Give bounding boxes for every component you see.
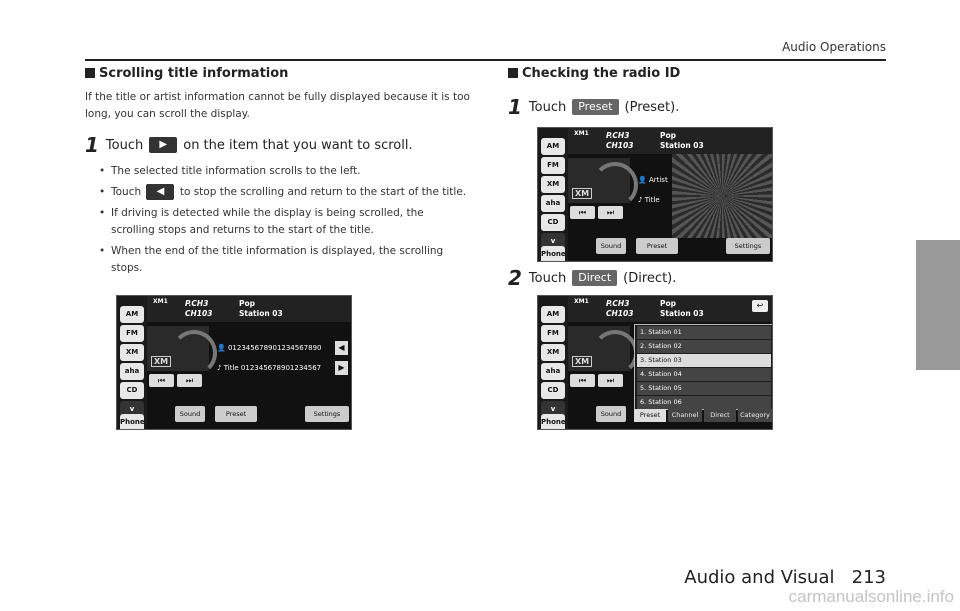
radial-background	[672, 154, 772, 238]
source-aha-button[interactable]: aha	[120, 363, 144, 380]
source-cd-button[interactable]: CD	[541, 214, 565, 231]
preset-button[interactable]: Preset	[636, 238, 678, 254]
square-bullet-icon	[85, 68, 95, 78]
preset-list	[634, 324, 773, 410]
list-item[interactable]: 6. Station 06	[637, 396, 771, 409]
settings-button[interactable]: Settings	[305, 406, 349, 422]
prev-button[interactable]: ⏮	[570, 374, 595, 387]
preset-label-button: Preset	[572, 99, 618, 115]
channel-bar: XM1 P.CH3 CH103 Pop Station 03	[147, 296, 351, 322]
artist-line: 👤 Artist	[638, 176, 668, 184]
source-phone-button[interactable]: Phone	[541, 414, 565, 430]
header-rule	[85, 59, 886, 61]
list-item[interactable]: 5. Station 05	[637, 382, 771, 395]
source-am-button[interactable]: AM	[541, 138, 565, 155]
list-item[interactable]: 4. Station 04	[637, 368, 771, 381]
chapter-tab	[916, 240, 960, 370]
list-item[interactable]: 2. Station 02	[637, 340, 771, 353]
settings-button[interactable]: Settings	[726, 238, 770, 254]
scroll-left-icon: ◀	[146, 184, 174, 200]
watermark: carmanualsonline.info	[788, 587, 954, 606]
source-phone-button[interactable]: Phone	[120, 414, 144, 430]
source-xm-button[interactable]: XM	[120, 344, 144, 361]
prev-button[interactable]: ⏮	[570, 206, 595, 219]
header-section-title: Audio Operations	[782, 40, 886, 54]
artist-line[interactable]: 👤 01234567890123456789​0	[217, 344, 322, 352]
scroll-right-icon: ▶	[149, 137, 177, 153]
left-column	[85, 66, 470, 281]
title-line[interactable]: ♪ Title 012345678901234567	[217, 364, 322, 372]
screen-scrolling	[116, 295, 352, 430]
source-phone-button[interactable]: Phone	[541, 246, 565, 262]
list-item: • When the end of the title information is displayed, the scrolling stops.	[99, 243, 470, 277]
title-line: ♪ Title	[638, 196, 660, 204]
direct-label-button: Direct	[572, 270, 617, 286]
step-1-scroll: 1 Touch ▶ on the item that you want to scroll.	[85, 133, 413, 157]
more-sources-button[interactable]: v	[541, 233, 565, 250]
list-item[interactable]: 3. Station 03	[637, 354, 771, 367]
scroll-title-button[interactable]: ▶	[335, 361, 348, 375]
source-am-button[interactable]: AM	[120, 306, 144, 323]
source-sidebar	[117, 296, 147, 429]
list-item: • The selected title information scrolls to the left.	[99, 163, 470, 180]
page-footer: Audio and Visual 213	[684, 567, 886, 588]
step-2-direct: 2 Touch Direct (Direct).	[508, 266, 677, 290]
list-item[interactable]: 1. Station 01	[637, 326, 771, 339]
section-title-scrolling: Scrolling title information	[85, 66, 470, 81]
source-fm-button[interactable]: FM	[541, 325, 565, 342]
source-aha-button[interactable]: aha	[541, 363, 565, 380]
xm-logo-art: XM	[568, 326, 630, 371]
screen-preset	[537, 127, 773, 262]
section-title-radio-id: Checking the radio ID	[508, 66, 888, 81]
source-sidebar	[538, 296, 568, 429]
back-icon[interactable]: ↩	[752, 300, 768, 312]
source-cd-button[interactable]: CD	[120, 382, 144, 399]
tab-direct[interactable]: Direct	[704, 409, 736, 422]
sound-button[interactable]: Sound	[596, 406, 626, 422]
scroll-notes	[85, 163, 470, 277]
prev-button[interactable]: ⏮	[149, 374, 174, 387]
source-xm-button[interactable]: XM	[541, 176, 565, 193]
source-am-button[interactable]: AM	[541, 306, 565, 323]
source-xm-button[interactable]: XM	[541, 344, 565, 361]
list-item: • Touch ◀ to stop the scrolling and return to the start of the title.	[99, 184, 470, 201]
next-button[interactable]: ⏭	[177, 374, 202, 387]
square-bullet-icon	[508, 68, 518, 78]
xm-logo-art: XM	[147, 326, 209, 371]
step-1-preset: 1 Touch Preset (Preset).	[508, 95, 680, 119]
xm-logo-art: XM	[568, 158, 630, 203]
signal-arc-icon	[592, 162, 638, 208]
list-item: • If driving is detected while the display is being scrolled, the scrolling stops and returns to the start of the title.	[99, 205, 470, 239]
signal-arc-icon	[592, 330, 638, 376]
preset-button[interactable]: Preset	[215, 406, 257, 422]
step-number: 1	[85, 133, 99, 157]
next-button[interactable]: ⏭	[598, 206, 623, 219]
tab-category[interactable]: Category	[738, 409, 772, 422]
more-sources-button[interactable]: v	[541, 401, 565, 418]
source-sidebar	[538, 128, 568, 261]
source-cd-button[interactable]: CD	[541, 382, 565, 399]
intro-text: If the title or artist information cannot be fully displayed because it is too long, you can scroll the display.	[85, 91, 470, 120]
source-fm-button[interactable]: FM	[120, 325, 144, 342]
source-fm-button[interactable]: FM	[541, 157, 565, 174]
sound-button[interactable]: Sound	[175, 406, 205, 422]
next-button[interactable]: ⏭	[598, 374, 623, 387]
screen-direct	[537, 295, 773, 430]
tab-channel[interactable]: Channel	[668, 409, 702, 422]
channel-bar: XM1 P.CH3 CH103 Pop Station 03 ↩	[568, 296, 772, 322]
more-sources-button[interactable]: v	[120, 401, 144, 418]
right-column	[508, 66, 888, 125]
source-aha-button[interactable]: aha	[541, 195, 565, 212]
signal-arc-icon	[171, 330, 217, 376]
tab-preset[interactable]: Preset	[634, 409, 666, 422]
channel-bar: XM1 P.CH3 CH103 Pop Station 03	[568, 128, 772, 154]
sound-button[interactable]: Sound	[596, 238, 626, 254]
scroll-artist-button[interactable]: ◀	[335, 341, 348, 355]
